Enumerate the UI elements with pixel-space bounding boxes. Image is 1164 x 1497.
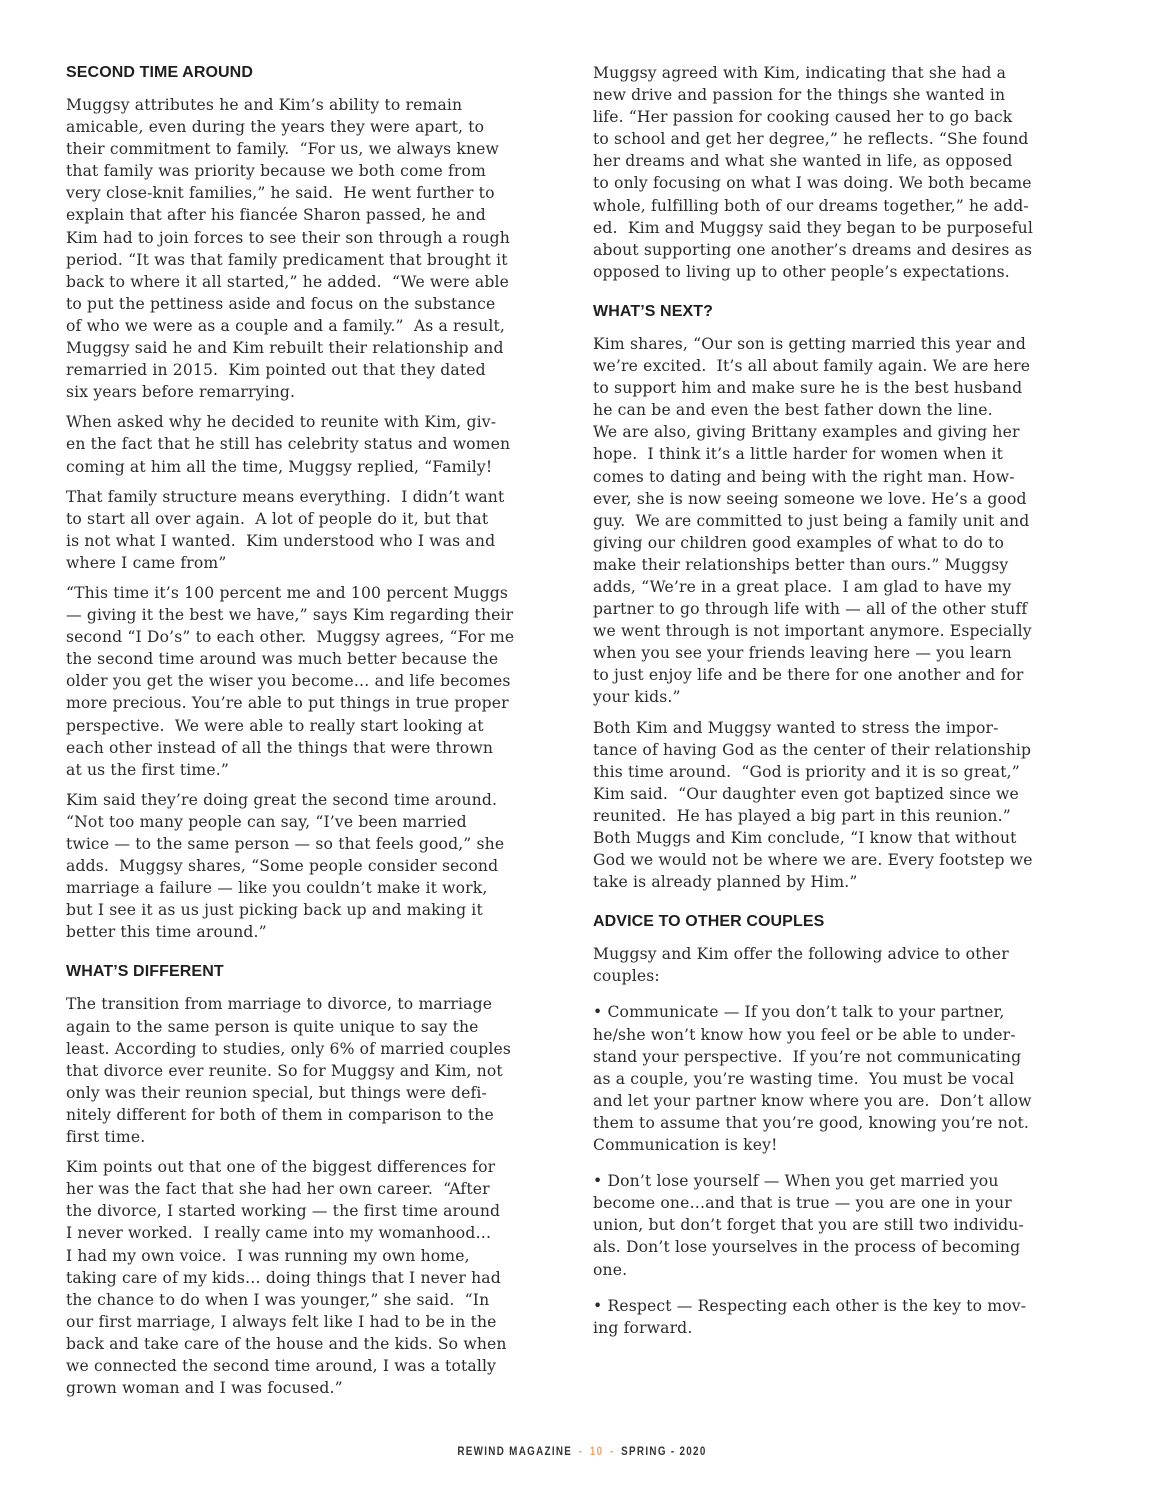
issue-year: 2020 [679,1444,707,1458]
paragraph: Kim points out that one of the biggest differences for her was the fact that she had her own career. “After the divorce, I started working — the first time around I never worked. I really came into my womanhood… I had my own voice. I was running my own home, taking care of my kids… doing things that I never had the chance to do when I was younger,” she said. “In our first marriage, I always felt like I had to be in the back and take care of the house and the kids. So when we connected the second time around, I was a totally grown woman and I was focused.” [66,1158,507,1398]
heading-advice: ADVICE TO OTHER COUPLES [593,913,825,931]
page-number: 10 [589,1444,604,1458]
advice-item-respect: • Respect — Respecting each other is the key to mov- ing forward. [593,1296,1027,1337]
publication-name: REWIND MAGAZINE [457,1444,573,1458]
paragraph: That family structure means everything. I didn’t want to start all over again. A lot of people do it, but that is not what I wanted. Kim understood who I was and where I came from” [66,487,505,572]
paragraph: Kim shares, “Our son is getting married this year and we’re excited. It’s all about family again. We are here to support him and make sure he is the best husband he can be and even the best father down the line. We are also, giving Brittany examples and giving her hope. I think it’s a little harder for women when it comes to dating and being with the right man. How- ever, she is now seeing someone we love. He’s a good guy. We are committed to just being a family unit and giving our children good examples of what to do to make their relationships better than ours.” Muggsy adds, “We’re in a great place. I am glad to have my partner to go through life with — all of the other stuff we went through is not important anymore. Especially when you see your friends leaving here — you learn to just enjoy life and be there for one another and for your kids.” [593,334,1032,707]
advice-item-communicate: • Communicate — If you don’t talk to your partner, he/she won’t know how you feel or be able to under- stand your perspective. If you’re not communicating as a couple, you’re wasting time. You must be vocal and let your partner know where you are. Don’t allow them to assume that you’re good, knowing you’re not. Communication is key! [593,1003,1032,1155]
separator: - [578,1444,584,1458]
separator: - [610,1444,615,1458]
left-column [66,62,576,1407]
right-column [593,62,1103,1347]
page-footer [105,1444,1059,1458]
paragraph: “This time it’s 100 percent me and 100 percent Muggs — giving it the best we have,” says Kim regarding their second “I Do’s” to each other. Muggsy agrees, “For me the second time around was much better because the older you get the wiser you become… and life becomes more precious. You’re able to put things in true proper perspective. We were able to really start looking at each other instead of all the things that were thrown at us the first time.” [66,583,515,779]
heading-second-time-around: SECOND TIME AROUND [66,64,253,81]
paragraph: When asked why he decided to reunite with Kim, giv- en the fact that he still has celebrity status and women coming at him all the time, Muggsy replied, “Family! [66,413,511,476]
heading-whats-next: WHAT’S NEXT? [593,302,714,320]
separator: - [670,1444,676,1458]
paragraph: Muggsy and Kim offer the following advice to other couples: [593,945,1009,986]
paragraph: The transition from marriage to divorce, to marriage again to the same person is quite unique to say the least. According to studies, only 6% of married couples that divorce ever reunite. So for Muggsy and Kim, not only was their reunion special, but things were defi- nitely different for both of them in comparison to the first time. [66,995,512,1147]
heading-whats-different: WHAT’S DIFFERENT [66,963,224,981]
paragraph: Muggsy agreed with Kim, indicating that she had a new drive and passion for the things she wanted in life. “Her passion for cooking caused her to go back to school and get her degree,” he reflects. “She found her dreams and what she wanted in life, as opposed to only focusing on what I was doing. We both became whole, fulfilling both of our dreams together,” he add- ed. Kim and Muggsy said they began to be purposeful about supporting one another’s dreams and desires as opposed to living up to other people’s expectations. [593,64,1033,281]
issue-season: SPRING [621,1444,667,1458]
paragraph: Both Kim and Muggsy wanted to stress the impor- tance of having God as the center of their relationship this time around. “God is priority and it is so great,” Kim said. “Our daughter even got baptized since we reunited. He has played a big part in this reunion.” Both Muggs and Kim conclude, “I know that without God we would not be where we are. Every footstep we take is already planned by Him.” [593,718,1033,892]
advice-item-dont-lose-yourself: • Don’t lose yourself — When you get married you become one…and that is true — you are one in your union, but don’t forget that you are still two individu- als. Don’t lose yourselves in the process of becoming one. [593,1172,1024,1279]
paragraph: Muggsy attributes he and Kim’s ability to remain amicable, even during the years they were apart, to their commitment to family. “For us, we always knew that family was priority because we both come from very close-knit families,” he said. He went further to explain that after his fiancée Sharon passed, he and Kim had to join forces to see their son through a rough period. “It was that family predicament that brought it back to where it all started,” he added. “We were able to put the pettiness aside and focus on the substance of who we were as a couple and a family.” As a result, Muggsy said he and Kim rebuilt their relationship and remarried in 2015. Kim pointed out that they dated six years before remarrying. [66,96,510,402]
paragraph: Kim said they’re doing great the second time around. “Not too many people can say, “I’ve been married twice — to the same person — so that feels good,” she adds. Muggsy shares, “Some people consider second marriage a failure — like you couldn’t make it work, but I see it as us just picking back up and making it better this time around.” [66,790,505,942]
